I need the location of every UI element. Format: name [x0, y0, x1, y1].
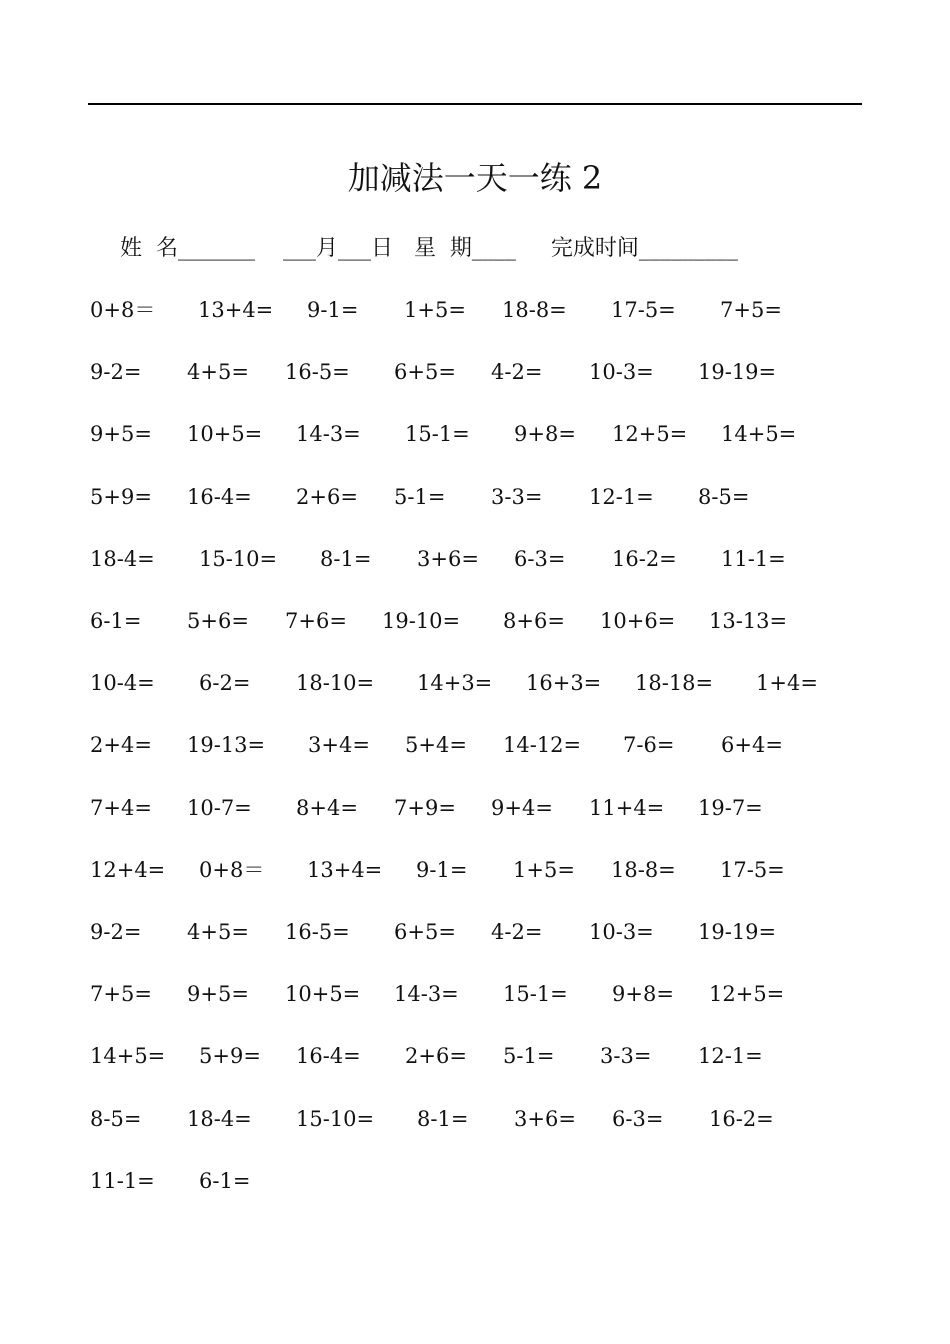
math-problem: 10+5= — [285, 982, 361, 1006]
math-problem: 17-5= — [720, 858, 785, 882]
math-problem: 1+5= — [404, 298, 466, 322]
math-problem: 5-1= — [503, 1044, 555, 1068]
math-problem: 5+6= — [187, 609, 249, 633]
math-problem: 5+4= — [405, 733, 467, 757]
math-problem: 8-1= — [417, 1107, 469, 1131]
math-problem: 13-13= — [709, 609, 788, 633]
math-problem: 19-10= — [382, 609, 461, 633]
math-problem: 6-1= — [90, 609, 142, 633]
math-problem: 16-2= — [709, 1107, 774, 1131]
math-problem: 14+5= — [90, 1044, 166, 1068]
math-problem: 18-18= — [635, 671, 714, 695]
math-problem: 7-6= — [623, 733, 675, 757]
math-problem: 1+5= — [513, 858, 575, 882]
math-problem: 2+4= — [90, 733, 152, 757]
math-problem: 9-2= — [90, 360, 142, 384]
math-problem: 6+5= — [394, 920, 456, 944]
math-problem: 18-8= — [611, 858, 676, 882]
math-problem: 14+5= — [721, 422, 797, 446]
math-problem: 10+5= — [187, 422, 263, 446]
math-problem: 10-4= — [90, 671, 155, 695]
worksheet-title: 加减法一天一练 2 — [347, 159, 603, 197]
math-problem: 10+6= — [600, 609, 676, 633]
student-info-line: 姓 名_______ ___月___日 星 期____ 完成时间_________ — [120, 236, 738, 261]
math-problem: 19-7= — [698, 796, 763, 820]
math-problem: 4+5= — [187, 360, 249, 384]
math-problem: 8-5= — [90, 1107, 142, 1131]
math-problem: 8+4= — [296, 796, 358, 820]
math-problem: 11-1= — [90, 1169, 155, 1193]
math-problem: 7+6= — [285, 609, 347, 633]
math-problem: 18-4= — [90, 547, 155, 571]
math-problem: 9-1= — [416, 858, 468, 882]
math-problem: 0+8＝ — [199, 858, 265, 882]
math-problem: 12+5= — [612, 422, 688, 446]
math-problem: 16+3= — [526, 671, 602, 695]
math-problem: 4-2= — [491, 920, 543, 944]
math-problem: 13+4= — [198, 298, 274, 322]
math-problem: 3+6= — [417, 547, 479, 571]
math-problem: 9+5= — [187, 982, 249, 1006]
math-problem: 14+3= — [417, 671, 493, 695]
math-problem: 5-1= — [394, 485, 446, 509]
math-problem: 1+4= — [756, 671, 818, 695]
math-problem: 8-1= — [320, 547, 372, 571]
math-problem: 15-10= — [199, 547, 278, 571]
math-problem: 10-7= — [187, 796, 252, 820]
math-problem: 19-13= — [187, 733, 266, 757]
math-problem: 19-19= — [698, 360, 777, 384]
math-problem: 12-1= — [589, 485, 654, 509]
math-problem: 9-2= — [90, 920, 142, 944]
math-problem: 7+9= — [394, 796, 456, 820]
math-problem: 7+4= — [90, 796, 152, 820]
math-problem: 14-12= — [503, 733, 582, 757]
math-problem: 9+4= — [491, 796, 553, 820]
math-problem: 5+9= — [199, 1044, 261, 1068]
math-problem: 6-3= — [514, 547, 566, 571]
math-problem: 6+5= — [394, 360, 456, 384]
math-problem: 16-4= — [296, 1044, 361, 1068]
math-problem: 14-3= — [394, 982, 459, 1006]
math-problem: 3-3= — [491, 485, 543, 509]
math-problem: 12+4= — [90, 858, 166, 882]
math-problem: 10-3= — [589, 360, 654, 384]
math-problem: 11+4= — [589, 796, 665, 820]
math-problem: 12-1= — [698, 1044, 763, 1068]
math-problem: 0+8＝ — [90, 298, 156, 322]
math-problem: 2+6= — [296, 485, 358, 509]
math-problem: 9-1= — [307, 298, 359, 322]
math-problem: 6-2= — [199, 671, 251, 695]
math-problem: 13+4= — [307, 858, 383, 882]
math-problem: 17-5= — [611, 298, 676, 322]
math-problem: 15-10= — [296, 1107, 375, 1131]
math-problem: 4-2= — [491, 360, 543, 384]
math-problem: 3-3= — [600, 1044, 652, 1068]
math-problem: 4+5= — [187, 920, 249, 944]
math-problem: 6-1= — [199, 1169, 251, 1193]
math-problem: 9+8= — [612, 982, 674, 1006]
math-problem: 6+4= — [721, 733, 783, 757]
math-problem: 3+6= — [514, 1107, 576, 1131]
math-problem: 18-8= — [502, 298, 567, 322]
math-problem: 19-19= — [698, 920, 777, 944]
math-problem: 16-5= — [285, 920, 350, 944]
math-problem: 10-3= — [589, 920, 654, 944]
math-problem: 15-1= — [405, 422, 470, 446]
math-problem: 7+5= — [720, 298, 782, 322]
math-problem: 9+5= — [90, 422, 152, 446]
math-problem: 16-5= — [285, 360, 350, 384]
math-problem: 11-1= — [721, 547, 786, 571]
math-problem: 2+6= — [405, 1044, 467, 1068]
math-problem: 14-3= — [296, 422, 361, 446]
math-problem: 6-3= — [612, 1107, 664, 1131]
math-problem: 7+5= — [90, 982, 152, 1006]
math-problem: 16-4= — [187, 485, 252, 509]
math-problem: 16-2= — [612, 547, 677, 571]
math-problem: 15-1= — [503, 982, 568, 1006]
math-problem: 3+4= — [308, 733, 370, 757]
math-problem: 8+6= — [503, 609, 565, 633]
math-problem: 8-5= — [698, 485, 750, 509]
math-problem: 18-4= — [187, 1107, 252, 1131]
math-problem: 18-10= — [296, 671, 375, 695]
math-problem: 9+8= — [514, 422, 576, 446]
math-problem: 5+9= — [90, 485, 152, 509]
math-problem: 12+5= — [709, 982, 785, 1006]
